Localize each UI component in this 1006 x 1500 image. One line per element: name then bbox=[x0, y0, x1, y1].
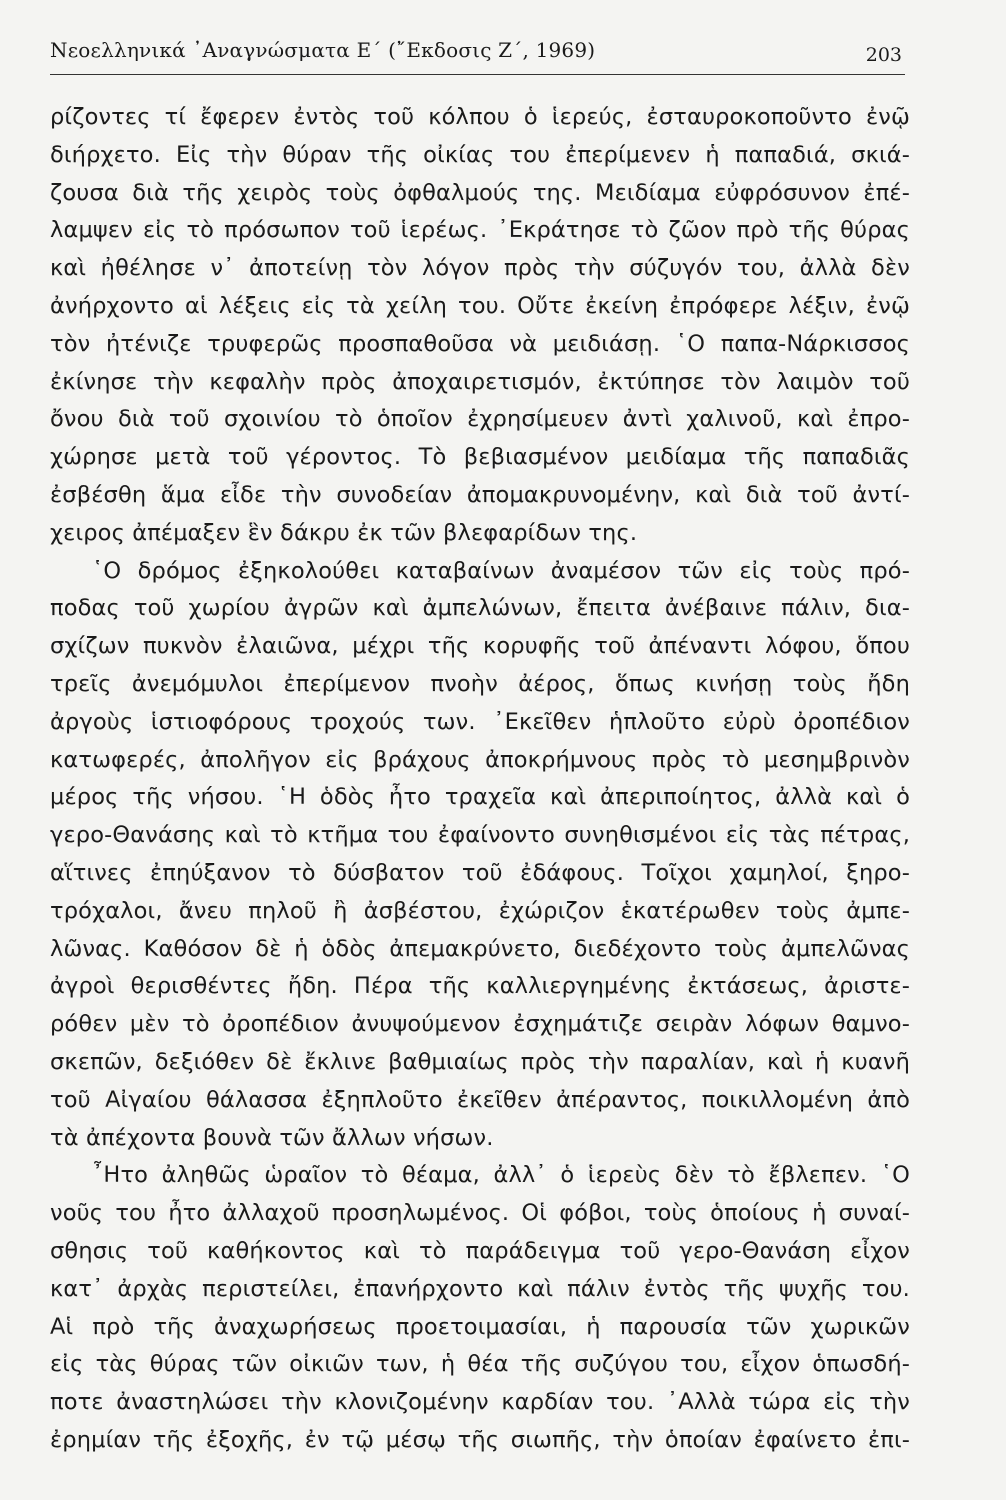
text-line: ἀνήρχοντο αἱ λέξεις εἰς τὰ χείλη του. Οὔτε ἐκείνη ἐπρόφερε λέξιν, ἐνῷ bbox=[50, 292, 910, 319]
text-line: ποδας τοῦ χωρίου ἀγρῶν καὶ ἀμπελώνων, ἔπειτα ἀνέβαινε πάλιν, δια- bbox=[50, 595, 910, 622]
running-head-title: Νεοελληνικά ᾿Αναγνώσματα Ε΄ (῎Εκδοσις Ζ΄, 1969) bbox=[50, 38, 596, 62]
text-line: ρίζοντες τί ἔφερεν ἐντὸς τοῦ κόλπου ὁ ἱερεύς, ἐσταυροκοποῦντο ἐνῷ bbox=[50, 104, 910, 130]
text-line: τρόχαλοι, ἄνευ πηλοῦ ἢ ἀσβέστου, ἐχώριζον ἑκατέρωθεν τοὺς ἀμπε- bbox=[50, 897, 910, 924]
text-line: τρεῖς ἀνεμόμυλοι ἐπερίμενον πνοὴν ἀέρος, ὅπως κινήσῃ τοὺς ἤδη bbox=[50, 670, 910, 697]
text-line: αἵτινες ἐπηύξανον τὸ δύσβατον τοῦ ἐδάφους. Τοῖχοι χαμηλοί, ξηρο- bbox=[50, 859, 910, 886]
text-line: ἐσβέσθη ἅμα εἶδε τὴν συνοδείαν ἀπομακρυνομένην, καὶ διὰ τοῦ ἀντί- bbox=[50, 481, 910, 508]
body-text bbox=[50, 99, 910, 1460]
text-line: χειρος ἀπέμαξεν ἓν δάκρυ ἐκ τῶν βλεφαρίδων της. bbox=[50, 519, 638, 546]
text-line: γερο-Θανάσης καὶ τὸ κτῆμα του ἐφαίνοντο συνηθισμένοι εἰς τὰς πέτρας, bbox=[50, 822, 910, 849]
text-line: νοῦς του ἦτο ἀλλαχοῦ προσηλωμένος. Οἱ φόβοι, τοὺς ὁποίους ἡ συναί- bbox=[50, 1200, 910, 1227]
text-line: τοῦ Αἰγαίου θάλασσα ἐξηπλοῦτο ἐκεῖθεν ἀπέραντος, ποικιλλομένη ἀπὸ bbox=[50, 1086, 910, 1113]
text-line: ρόθεν μὲν τὸ ὀροπέδιον ἀνυψούμενον ἐσχημάτιζε σειρὰν λόφων θαμνο- bbox=[50, 1011, 910, 1038]
text-line: εἰς τὰς θύρας τῶν οἰκιῶν των, ἡ θέα τῆς συζύγου του, εἶχον ὁπωσδή- bbox=[50, 1351, 910, 1378]
text-line: ἀργοὺς ἱστιοφόρους τροχούς των. ᾿Εκεῖθεν ἡπλοῦτο εὐρὺ ὀροπέδιον bbox=[50, 708, 910, 735]
text-line: μέρος τῆς νήσου. ῾Η ὁδὸς ἦτο τραχεῖα καὶ ἀπεριποίητος, ἀλλὰ καὶ ὁ bbox=[50, 784, 910, 811]
text-line: καὶ ἠθέλησε ν᾿ ἀποτείνῃ τὸν λόγον πρὸς τὴν σύζυγόν του, ἀλλὰ δὲν bbox=[50, 255, 910, 282]
text-line: ἐκίνησε τὴν κεφαλὴν πρὸς ἀποχαιρετισμόν, ἐκτύπησε τὸν λαιμὸν τοῦ bbox=[50, 368, 910, 395]
text-line: ἀγροὶ θερισθέντες ἤδη. Πέρα τῆς καλλιεργημένης ἐκτάσεως, ἀριστε- bbox=[50, 973, 910, 1000]
text-line: Αἱ πρὸ τῆς ἀναχωρήσεως προετοιμασίαι, ἡ παρουσία τῶν χωρικῶν bbox=[50, 1313, 910, 1340]
text-line: κατ᾿ ἀρχὰς περιστείλει, ἐπανήρχοντο καὶ πάλιν ἐντὸς τῆς ψυχῆς του. bbox=[50, 1275, 910, 1302]
text-line: ἐρημίαν τῆς ἐξοχῆς, ἐν τῷ μέσῳ τῆς σιωπῆς, τὴν ὁποίαν ἐφαίνετο ἐπι- bbox=[50, 1426, 910, 1453]
text-line: λῶνας. Καθόσον δὲ ἡ ὁδὸς ἀπεμακρύνετο, διεδέχοντο τοὺς ἀμπελῶνας bbox=[50, 935, 910, 962]
text-line: χώρησε μετὰ τοῦ γέροντος. Τὸ βεβιασμένον μειδίαμα τῆς παπαδιᾶς bbox=[50, 444, 910, 471]
text-line: ποτε ἀναστηλώσει τὴν κλονιζομένην καρδίαν του. ᾿Αλλὰ τώρα εἰς τὴν bbox=[50, 1389, 910, 1416]
text-line: λαμψεν εἰς τὸ πρόσωπον τοῦ ἱερέως. ᾿Εκράτησε τὸ ζῶον πρὸ τῆς θύρας bbox=[50, 217, 910, 244]
text-line: ὄνου διὰ τοῦ σχοινίου τὸ ὁποῖον ἐχρησίμευεν ἀντὶ χαλινοῦ, καὶ ἐπρο- bbox=[50, 406, 910, 433]
text-line: σθησις τοῦ καθήκοντος καὶ τὸ παράδειγμα τοῦ γερο-Θανάση εἶχον bbox=[50, 1237, 910, 1264]
text-line: ῏Ητο ἀληθῶς ὡραῖον τὸ θέαμα, ἀλλ᾿ ὁ ἱερεὺς δὲν τὸ ἔβλεπεν. ῾Ο bbox=[92, 1162, 910, 1189]
text-line: τὰ ἀπέχοντα βουνὰ τῶν ἄλλων νήσων. bbox=[50, 1124, 494, 1151]
text-line: κατωφερές, ἀπολῆγον εἰς βράχους ἀποκρήμνους πρὸς τὸ μεσημβρινὸν bbox=[50, 746, 910, 773]
text-line: σκεπῶν, δεξιόθεν δὲ ἔκλινε βαθμιαίως πρὸς τὴν παραλίαν, καὶ ἡ κυανῆ bbox=[50, 1048, 910, 1075]
text-line: ῾Ο δρόμος ἐξηκολούθει καταβαίνων ἀναμέσον τῶν εἰς τοὺς πρό- bbox=[92, 557, 910, 584]
text-line: τὸν ἠτένιζε τρυφερῶς προσπαθοῦσα νὰ μειδιάσῃ. ῾Ο παπα-Νάρκισσος bbox=[50, 330, 910, 357]
text-line: διήρχετο. Εἰς τὴν θύραν τῆς οἰκίας του ἐπερίμενεν ἡ παπαδιά, σκιά- bbox=[50, 141, 910, 168]
page-number: 203 bbox=[865, 44, 902, 66]
text-line: ζουσα διὰ τῆς χειρὸς τοὺς ὀφθαλμούς της. Μειδίαμα εὐφρόσυνον ἐπέ- bbox=[50, 179, 910, 206]
header-rule bbox=[50, 74, 905, 75]
text-line: σχίζων πυκνὸν ἐλαιῶνα, μέχρι τῆς κορυφῆς τοῦ ἀπέναντι λόφου, ὅπου bbox=[50, 633, 910, 660]
